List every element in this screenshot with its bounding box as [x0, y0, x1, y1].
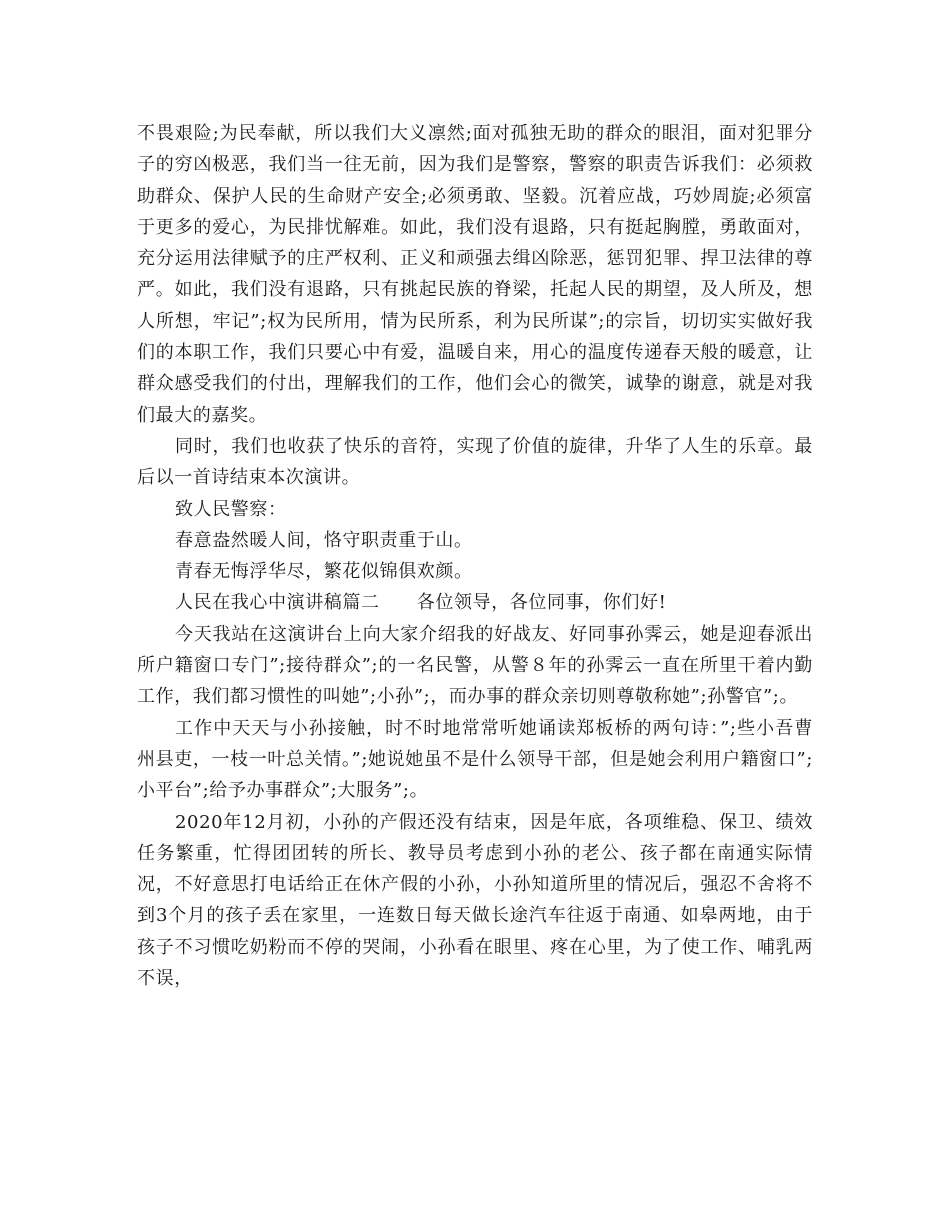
- paragraph-1: 不畏艰险;为民奉献，所以我们大义凛然;面对孤独无助的群众的眼泪，面对犯罪分子的穷凶极恶，我们当一往无前，因为我们是警察，警察的职责告诉我们：必须救助群众、保护人民的生命财产安全;必须勇敢、坚毅。沉着应战，巧妙周旋;必须富于更多的爱心，为民排忧解难。如此，我们没有退路，只有挺起胸膛，勇敢面对，充分运用法律赋予的庄严权利、正义和顽强去缉凶除恶，惩罚犯罪、捍卫法律的尊严。如此，我们没有退路，只有挑起民族的脊梁，托起人民的期望，及人所及，想人所想，牢记”;权为民所用，情为民所系，利为民所谋”;的宗旨，切切实实做好我们的本职工作，我们只要心中有爱，温暖自来，用心的温度传递春天般的暖意，让群众感受我们的付出，理解我们的工作，他们会心的微笑，诚挚的谢意，就是对我们最大的嘉奖。: [137, 123, 813, 426]
- paragraph-2: 同时，我们也收获了快乐的音符，实现了价值的旋律，升华了人生的乐章。最后以一首诗结束本次演讲。: [137, 435, 813, 489]
- paragraph-7: 今天我站在这演讲台上向大家介绍我的好战友、好同事孙霁云，她是迎春派出所户籍窗口专门”;接待群众”;的一名民警，从警８年的孙霁云一直在所里干着内勤工作，我们都习惯性的叫她”;小孙”;，而办事的群众亲切则尊敬称她”;孙警官”;。: [137, 623, 813, 708]
- paragraph-8: 工作中天天与小孙接触，时不时地常常听她诵读郑板桥的两句诗：”;些小吾曹州县吏，一枝一叶总关情。”;她说她虽不是什么领导干部，但是她会利用户籍窗口”;小平台”;给予办事群众”;大服务”;。: [137, 717, 813, 802]
- poem-dedication: 致人民警察：: [175, 498, 287, 520]
- poem-line-2: 青春无悔浮华尽，繁花似锦俱欢颜。: [175, 561, 473, 583]
- document-body: [137, 118, 813, 994]
- section-heading-speech-two: 人民在我心中演讲稿篇二 各位领导，各位同事，你们好!: [175, 592, 667, 614]
- paragraph-9: 2020年12月初，小孙的产假还没有结束，因是年底，各项维稳、保卫、绩效任务繁重，忙得团团转的所长、教导员考虑到小孙的老公、孩子都在南通实际情况，不好意思打电话给正在休产假的小孙，小孙知道所里的情况后，强忍不舍将不到3个月的孩子丢在家里，一连数日每天做长途汽车往返于南通、如皋两地，由于孩子不习惯吃奶粉而不停的哭闹，小孙看在眼里、疼在心里，为了使工作、哺乳两不误，: [137, 811, 813, 990]
- poem-line-1: 春意盎然暖人间，恪守职责重于山。: [175, 529, 473, 551]
